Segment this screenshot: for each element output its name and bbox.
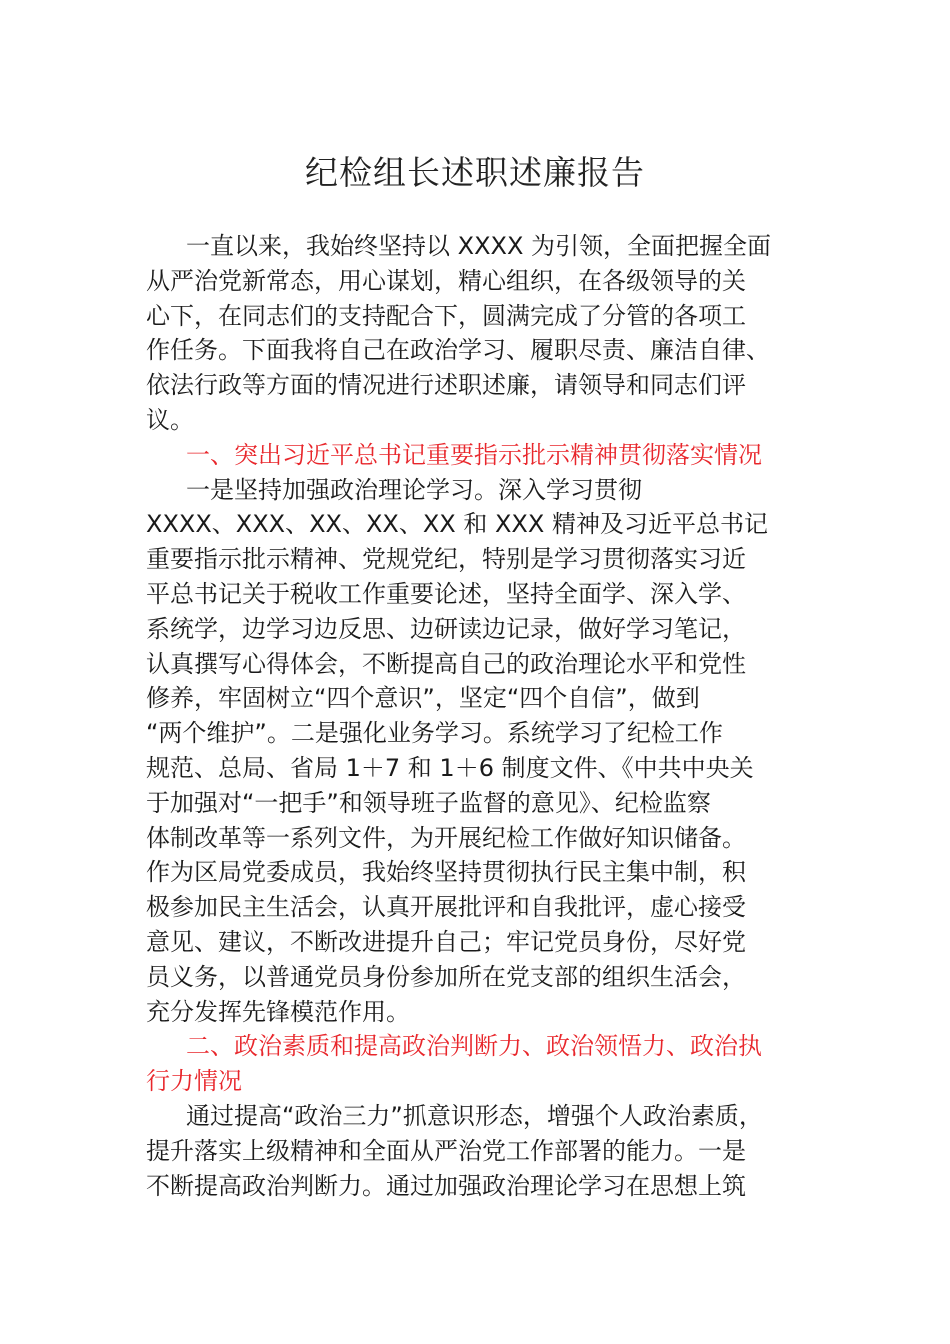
paragraph-line: 作为区局党委成员，我始终坚持贯彻执行民主集中制，积 [146, 858, 746, 887]
paragraph-line: 极参加民主生活会，认真开展批评和自我批评，虚心接受 [146, 893, 746, 922]
paragraph-line: XXXX、XXX、XX、XX、XX 和 XXX 精神及习近平总书记 [146, 510, 768, 539]
paragraph-line: 一是坚持加强政治理论学习。深入学习贯彻 [186, 475, 642, 504]
paragraph-line: 议。 [146, 405, 194, 434]
paragraph-line: 修养，牢固树立“四个意识”，坚定“四个自信”，做到 [146, 684, 700, 713]
section-heading-line: 二、政治素质和提高政治判断力、政治领悟力、政治执 [186, 1032, 762, 1061]
paragraph-line: 作任务。下面我将自己在政治学习、履职尽责、廉洁自律、 [146, 336, 770, 365]
paragraph-line: 提升落实上级精神和全面从严治党工作部署的能力。一是 [146, 1136, 746, 1165]
paragraph-line: 通过提高“政治三力”抓意识形态，增强个人政治素质， [186, 1101, 763, 1130]
section-heading-line: 一、突出习近平总书记重要指示批示精神贯彻落实情况 [186, 440, 762, 469]
document-body [146, 229, 806, 1203]
paragraph-line: 体制改革等一系列文件，为开展纪检工作做好知识储备。 [146, 823, 746, 852]
paragraph-line: 一直以来，我始终坚持以 XXXX 为引领，全面把握全面 [186, 232, 772, 260]
paragraph-line: 心下，在同志们的支持配合下，圆满完成了分管的各项工 [146, 301, 746, 330]
document-title: 纪检组长述职述廉报告 [305, 153, 645, 192]
paragraph-line: 不断提高政治判断力。通过加强政治理论学习在思想上筑 [146, 1171, 746, 1200]
section-heading-line: 行力情况 [146, 1067, 242, 1096]
paragraph-line: 规范、总局、省局 1＋7 和 1＋6 制度文件、《中共中央关 [146, 753, 754, 782]
paragraph-line: 认真撰写心得体会，不断提高自己的政治理论水平和党性 [146, 649, 746, 678]
paragraph-line: 重要指示批示精神、党规党纪，特别是学习贯彻落实习近 [146, 545, 746, 574]
paragraph-line: 意见、建议，不断改进提升自己；牢记党员身份，尽好党 [146, 927, 746, 956]
paragraph-line: 员义务，以普通党员身份参加所在党支部的组织生活会， [146, 962, 746, 991]
paragraph-line: 系统学，边学习边反思、边研读边记录，做好学习笔记， [146, 614, 746, 643]
paragraph-line: 充分发挥先锋模范作用。 [146, 997, 410, 1026]
paragraph-line: 从严治党新常态，用心谋划，精心组织，在各级领导的关 [146, 266, 746, 295]
paragraph-line: 依法行政等方面的情况进行述职述廉，请领导和同志们评 [146, 371, 746, 400]
paragraph-line: “两个维护”。二是强化业务学习。系统学习了纪检工作 [146, 719, 723, 748]
paragraph-line: 平总书记关于税收工作重要论述，坚持全面学、深入学、 [146, 579, 746, 608]
paragraph-line: 于加强对“一把手”和领导班子监督的意见》、纪检监察 [146, 788, 711, 817]
